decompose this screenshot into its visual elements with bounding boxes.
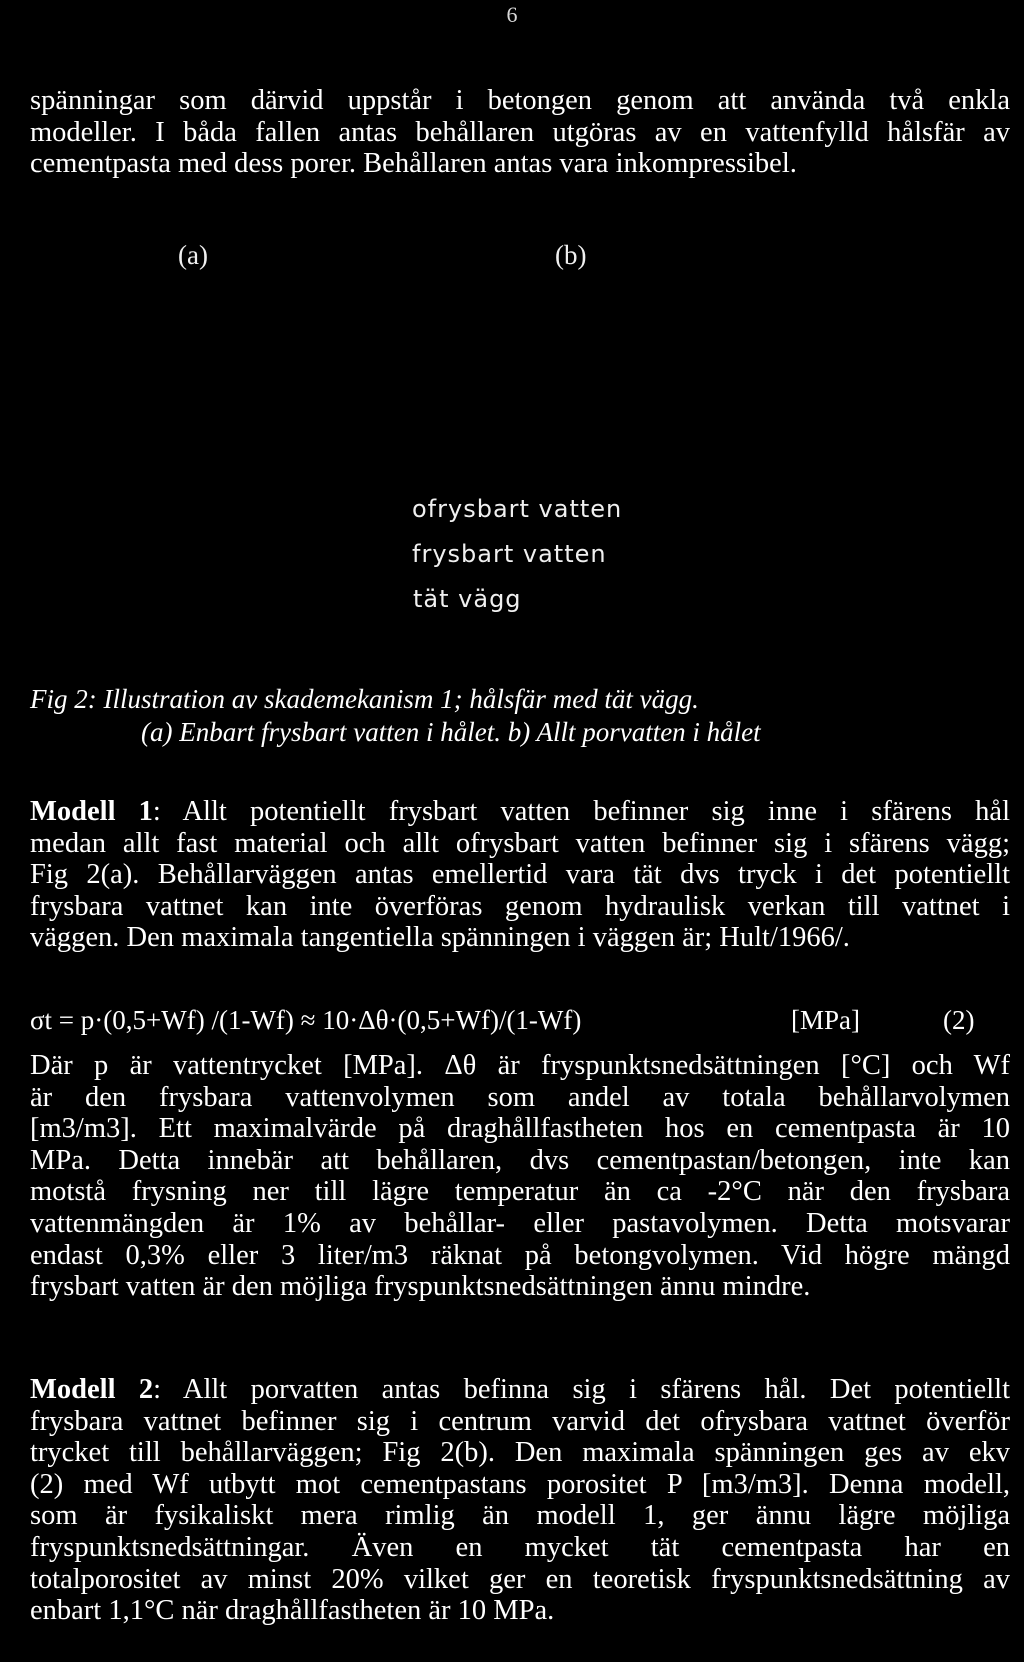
explanation-line: frysbart vatten är den möjliga fryspunktsnedsättningen ännu mindre. (30, 1271, 811, 1303)
model-2-line: (2) med Wf utbytt mot cementpastans porositet P [m3/m3]. Denna modell, (30, 1468, 1010, 1500)
explanation-line: MPa. Detta innebär att behållaren, dvs cementpastan/betongen, inte kan (30, 1144, 1010, 1176)
equation-2 (30, 1005, 990, 1039)
explanation-line: endast 0,3% eller 3 liter/m3 räknat på betongvolymen. Vid högre mängd (30, 1239, 1010, 1271)
intro-line: modeller. I båda fallen antas behållaren utgöras av en vattenfylld hålsfär av (30, 116, 1010, 148)
explanation-line: Där p är vattentrycket [MPa]. Δθ är fryspunktsnedsättningen [°C] och Wf (30, 1050, 1010, 1081)
intro-paragraph (30, 85, 1010, 180)
equation-formula: σt = p·(0,5+Wf) /(1-Wf) ≈ 10·Δθ·(0,5+Wf)/(1-Wf) (30, 1005, 582, 1035)
explanation-line: [m3/m3]. Ett maximalvärde på draghållfastheten hos en cementpasta är 10 (30, 1113, 1010, 1145)
equation-number: (2) (943, 1005, 975, 1035)
model-1-line: frysbara vattnet kan inte överföras genom hydraulisk verkan till vattnet i (30, 890, 1010, 922)
legend-tight-wall: tät vägg (413, 585, 522, 613)
model-2-paragraph (30, 1374, 1010, 1627)
figure-label-b: (b) (555, 240, 587, 270)
model-2-line: frysbara vattnet befinner sig i centrum varvid det ofrysbara vattnet överför (30, 1405, 1010, 1437)
model-1-line: väggen. Den maximala tangentiella spänningen i väggen är; Hult/1966/. (30, 922, 850, 954)
model-1-line (30, 796, 1010, 828)
model-2-line: som är fysikaliskt mera rimlig än modell 1, ger ännu lägre möjliga (30, 1500, 1010, 1532)
model-2-line: trycket till behållarväggen; Fig 2(b). Den maximala spänningen ges av ekv (30, 1437, 1010, 1469)
model-1-text: : Allt potentiellt frysbart vatten befinner sig inne i sfärens hål (152, 796, 1010, 827)
equation-unit: [MPa] (791, 1005, 860, 1035)
model-2-line (30, 1374, 1010, 1406)
legend-freezable-water: frysbart vatten (412, 540, 607, 568)
figure-caption-line-2: (a) Enbart frysbart vatten i hålet. b) Allt porvatten i hålet (141, 717, 761, 747)
model-2-heading: Modell 2 (30, 1374, 154, 1405)
model-1-line: medan allt fast material och allt ofrysbart vatten befinner sig i sfärens vägg; (30, 827, 1010, 859)
intro-line: cementpasta med dess porer. Behållaren antas vara inkompressibel. (30, 148, 797, 180)
model-2-line: fryspunktsnedsättningar. Även en mycket tät cementpasta har en (30, 1531, 1010, 1563)
explanation-line: vattenmängden är 1% av behållar- eller pastavolymen. Detta motsvarar (30, 1207, 1010, 1239)
explanation-line: motstå frysning ner till lägre temperatur än ca -2°C när den frysbara (30, 1176, 1010, 1208)
figure-2 (0, 240, 1024, 660)
model-2-line: enbart 1,1°C när draghållfastheten är 10 MPa. (30, 1595, 555, 1627)
figure-caption-line-1: Fig 2: Illustration av skademekanism 1; hålsfär med tät vägg. (30, 684, 699, 714)
model-1-paragraph (30, 796, 1010, 954)
model-1-line: Fig 2(a). Behållarväggen antas emellertid vara tät dvs tryck i det potentiellt (30, 859, 1010, 891)
figure-label-a: (a) (178, 240, 208, 270)
intro-line: spänningar som därvid uppstår i betongen genom att använda två enkla (30, 85, 1010, 116)
model-1-heading: Modell 1 (30, 796, 153, 827)
explanation-paragraph (30, 1050, 1010, 1303)
page-number: 6 (506, 2, 518, 27)
legend-unfreezable-water: ofrysbart vatten (412, 495, 623, 523)
model-2-text: : Allt porvatten antas befinna sig i sfärens hål. Det potentiellt (153, 1374, 1010, 1405)
model-2-line: totalporositet av minst 20% vilket ger en teoretisk fryspunktsnedsättning av (30, 1563, 1010, 1595)
explanation-line: är den frysbara vattenvolymen som andel av totala behållarvolymen (30, 1081, 1010, 1113)
